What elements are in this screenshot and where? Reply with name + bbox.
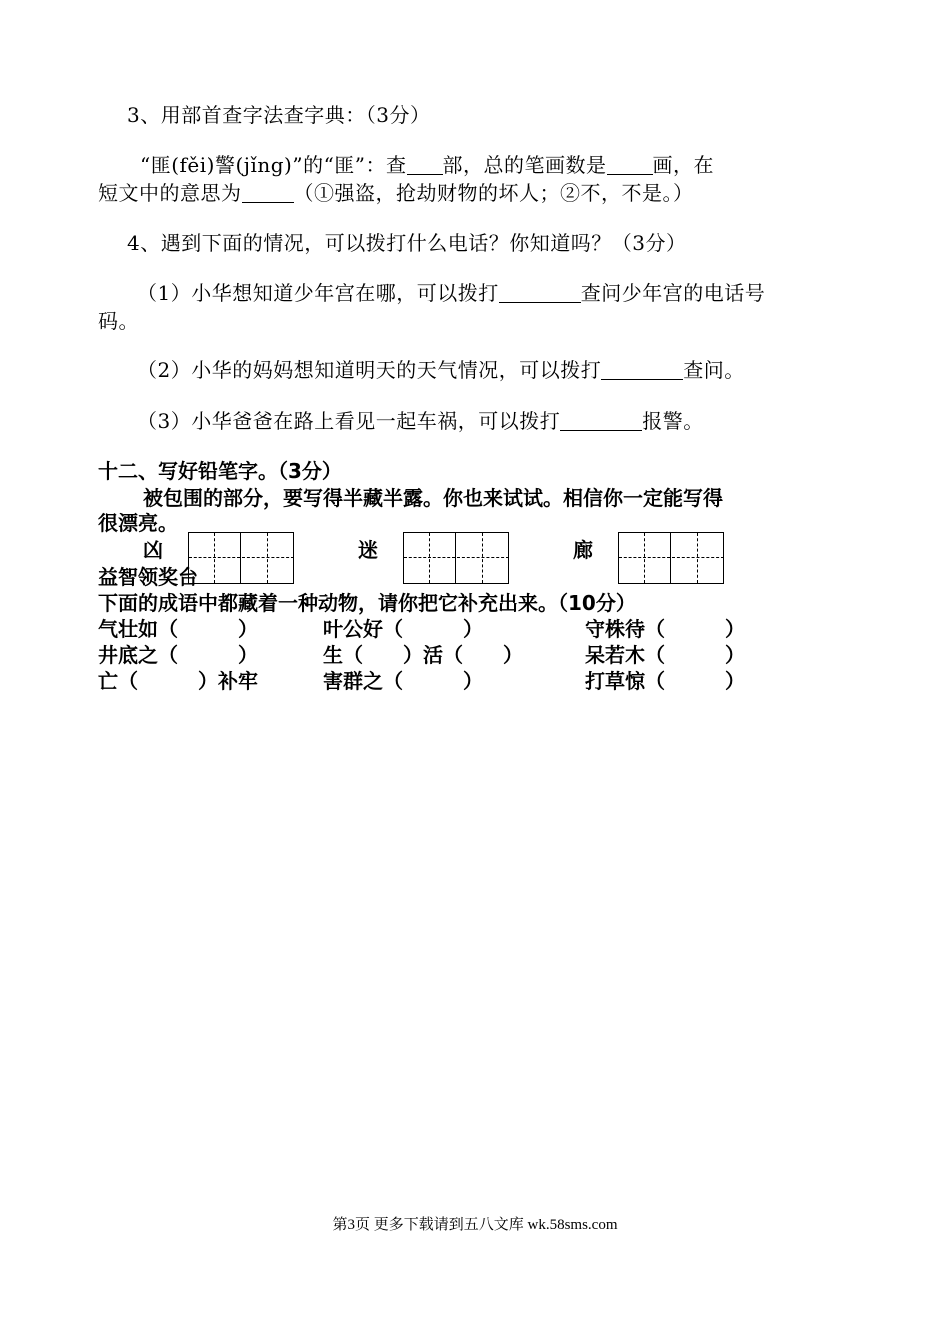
grid-cell[interactable] — [619, 533, 671, 583]
idiom: 亡（ ）补牢 — [98, 669, 258, 693]
q3-line2-a: 短文中的意思为 — [98, 181, 242, 205]
q4-item3-a: （3）小华爸爸在路上看见一起车祸，可以拨打 — [137, 409, 561, 433]
writing-grid-2[interactable] — [403, 532, 509, 584]
q4-item3 — [137, 405, 704, 434]
idiom: 守株待（ ） — [585, 617, 745, 641]
idiom: 害群之（ ） — [323, 669, 483, 693]
q4-item1 — [137, 277, 765, 306]
grid-cell[interactable] — [672, 533, 724, 583]
section12-instr-2: 很漂亮。 — [98, 511, 178, 535]
q4-item3-blank[interactable] — [560, 410, 642, 431]
q4-item1-b: 查问少年宫的电话号 — [580, 281, 766, 305]
practice-char-3: 廊 — [573, 538, 593, 562]
idiom: 井底之（ ） — [98, 643, 258, 667]
grid-cell[interactable] — [404, 533, 456, 583]
q3-line1-b: 部，总的笔画数是 — [442, 153, 607, 177]
q4-item1-a: （1）小华想知道少年宫在哪，可以拨打 — [137, 281, 499, 305]
idiom: 打草惊（ ） — [585, 669, 745, 693]
page-footer: 第3页 更多下载请到五八文库 wk.58sms.com — [332, 1217, 618, 1233]
q4-item2-a: （2）小华的妈妈想知道明天的天气情况，可以拨打 — [137, 358, 602, 382]
bonus-instr: 下面的成语中都藏着一种动物，请你把它补充出来。（10分） — [98, 591, 636, 615]
q4-title: 4、遇到下面的情况，可以拨打什么电话？你知道吗？（3分） — [127, 231, 687, 255]
writing-grid-1[interactable] — [188, 532, 294, 584]
q3-line2-b: （①强盗，抢劫财物的坏人；②不，不是。） — [293, 181, 694, 205]
section12-title: 十二、写好铅笔字。（3分） — [98, 459, 342, 483]
q4-item2 — [137, 354, 745, 383]
practice-char-2: 迷 — [358, 538, 378, 562]
grid-cell[interactable] — [457, 533, 509, 583]
q3-title: 3、用部首查字法查字典：（3分） — [127, 103, 431, 127]
section12-instr-1: 被包围的部分，要写得半藏半露。你也来试试。相信你一定能写得 — [143, 486, 723, 510]
q4-item1-cont: 码。 — [98, 309, 139, 333]
idiom: 气壮如（ ） — [98, 617, 258, 641]
q3-line1-a: “匪(fěi)警(jǐng)”的“匪”：查 — [140, 153, 407, 177]
q3-stroke-blank[interactable] — [607, 154, 653, 175]
q4-item2-b: 查问。 — [683, 358, 745, 382]
idiom: 呆若木（ ） — [585, 643, 745, 667]
grid-cell[interactable] — [242, 533, 294, 583]
q4-item2-blank[interactable] — [601, 359, 683, 380]
writing-grid-3[interactable] — [618, 532, 724, 584]
q3-meaning-blank[interactable] — [242, 182, 294, 203]
q4-item3-b: 报警。 — [642, 409, 704, 433]
q4-item1-blank[interactable] — [499, 282, 581, 303]
bonus-title: 益智领奖台 — [98, 565, 198, 589]
q3-radical-blank[interactable] — [407, 154, 443, 175]
q3-line2 — [98, 177, 694, 206]
idiom: 叶公好（ ） — [323, 617, 483, 641]
q3-line1 — [140, 149, 714, 178]
q3-line1-c: 画，在 — [652, 153, 715, 177]
idiom: 生（ ）活（ ） — [323, 643, 523, 667]
practice-char-1: 凶 — [143, 538, 163, 562]
